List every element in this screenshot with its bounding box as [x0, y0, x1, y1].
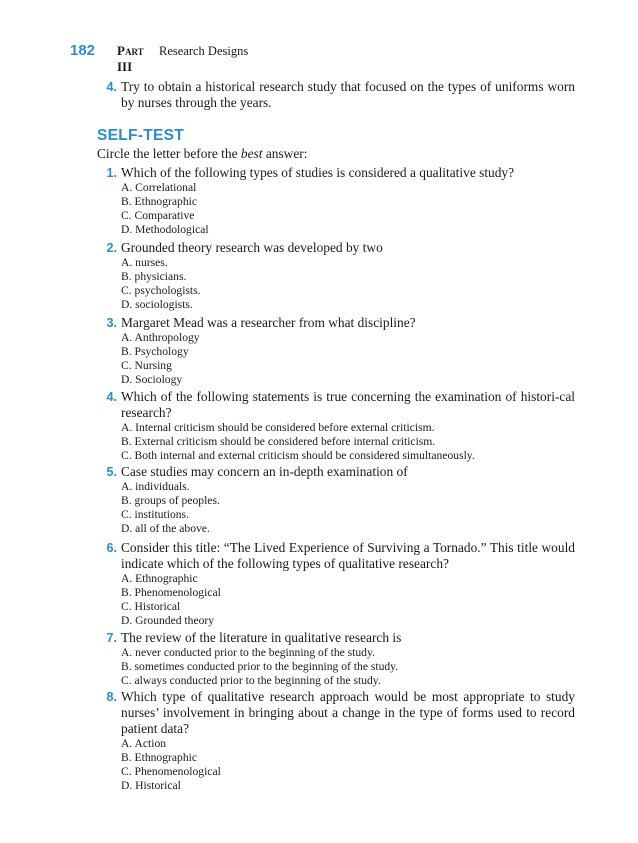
question-number: 2. — [106, 241, 117, 255]
answer-option: A. Ethnographic — [121, 572, 198, 585]
answer-option: C. Comparative — [121, 209, 195, 222]
answer-options — [121, 572, 575, 628]
answer-option: D. Grounded theory — [121, 614, 215, 627]
part-label: Part III — [117, 43, 144, 74]
answer-option: A. Action — [121, 737, 167, 750]
question-6 — [97, 540, 575, 628]
question-text: Margaret Mead was a researcher from what discipline? — [121, 315, 416, 330]
part-title: Research Designs — [159, 44, 249, 58]
question-number: 8. — [106, 690, 117, 704]
question-text: Consider this title: “The Lived Experience of Surviving a Tornado.” This title would indicate which of the following types of qualitative research? — [121, 540, 575, 571]
page-header — [70, 42, 249, 74]
question-text: Grounded theory research was developed by two — [121, 240, 383, 255]
answer-option: D. Historical — [121, 779, 181, 792]
question-text: Which of the following statements is true concerning the examination of histori-cal research? — [121, 389, 575, 420]
answer-options — [121, 480, 575, 536]
answer-option: C. institutions. — [121, 508, 189, 521]
question-text: Which type of qualitative research approach would be most appropriate to study nurses’ involvement in bringing about a change in the type of forms used to record patient data? — [121, 689, 575, 736]
question-number: 7. — [106, 631, 117, 645]
answer-option: B. Ethnographic — [121, 751, 197, 764]
answer-option: B. physicians. — [121, 270, 187, 283]
answer-option: A. Anthropology — [121, 331, 200, 344]
exercise-text: Try to obtain a historical research study that focused on the types of uniforms worn by nurses through the years. — [121, 79, 575, 110]
answer-options — [121, 181, 575, 237]
answer-option: D. Methodological — [121, 223, 209, 236]
answer-option: A. nurses. — [121, 256, 168, 269]
answer-option: A. Internal criticism should be considered before external criticism. — [121, 421, 435, 434]
question-5 — [97, 464, 575, 536]
answer-option: C. Both internal and external criticism should be considered simultaneously. — [121, 449, 475, 462]
answer-option: A. individuals. — [121, 480, 190, 493]
question-text: The review of the literature in qualitative research is — [121, 630, 402, 645]
question-8 — [97, 689, 575, 793]
answer-option: C. Phenomenological — [121, 765, 221, 778]
question-number: 5. — [106, 465, 117, 479]
self-test-heading: SELF-TEST — [97, 127, 185, 144]
answer-option: B. Phenomenological — [121, 586, 221, 599]
question-text: Which of the following types of studies is considered a qualitative study? — [121, 165, 515, 180]
answer-option: C. always conducted prior to the beginning of the study. — [121, 674, 381, 687]
answer-options — [121, 421, 575, 463]
answer-option: B. Ethnographic — [121, 195, 197, 208]
answer-option: B. Psychology — [121, 345, 189, 358]
answer-option: D. all of the above. — [121, 522, 210, 535]
answer-option: C. psychologists. — [121, 284, 201, 297]
answer-option: B. sometimes conducted prior to the beginning of the study. — [121, 660, 399, 673]
exercise-number: 4. — [106, 80, 117, 94]
answer-option: D. Sociology — [121, 373, 183, 386]
emphasis-best: best — [240, 146, 263, 161]
question-text: Case studies may concern an in-depth examination of — [121, 464, 408, 479]
question-2 — [97, 240, 575, 312]
answer-option: D. sociologists. — [121, 298, 193, 311]
question-number: 6. — [106, 541, 117, 555]
answer-option: A. Correlational — [121, 181, 197, 194]
answer-options — [121, 737, 575, 793]
answer-options — [121, 646, 575, 688]
answer-options — [121, 256, 575, 312]
question-1 — [97, 165, 575, 237]
question-number: 3. — [106, 316, 117, 330]
question-number: 4. — [106, 390, 117, 404]
answer-option: A. never conducted prior to the beginning of the study. — [121, 646, 375, 659]
answer-options — [121, 331, 575, 387]
question-3 — [97, 315, 575, 387]
self-test-instructions: Circle the letter before the best answer: — [97, 146, 308, 161]
answer-option: B. groups of peoples. — [121, 494, 220, 507]
page-number: 182 — [70, 42, 96, 59]
answer-option: C. Historical — [121, 600, 181, 613]
question-number: 1. — [106, 166, 117, 180]
question-4 — [97, 389, 575, 463]
question-7 — [97, 630, 575, 688]
exercise-item — [97, 79, 575, 111]
answer-option: B. External criticism should be considered before internal criticism. — [121, 435, 436, 448]
answer-option: C. Nursing — [121, 359, 172, 372]
